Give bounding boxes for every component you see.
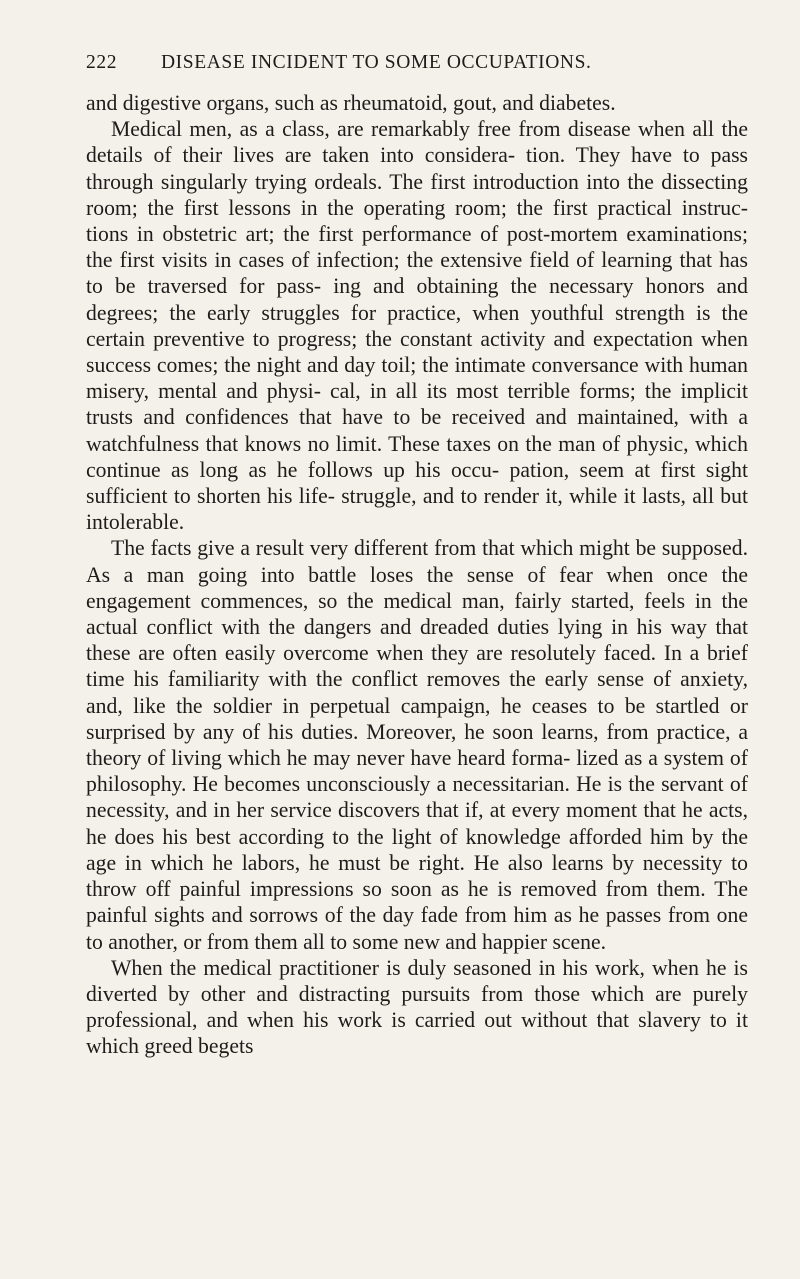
running-title: DISEASE INCIDENT TO SOME OCCUPATIONS. [161, 52, 592, 73]
paragraph-practitioner: When the medical practitioner is duly seasoned in his work, when he is diverted by other and distracting pursuits from those which are purely professional, and when his work is carried out without that slavery to it which greed begets [86, 955, 748, 1059]
body-text [86, 90, 748, 1060]
paragraph-medical-men: Medical men, as a class, are remarkably free from disease when all the details of their lives are taken into considera- tion. They have to pass through singularly trying ordeals. The first introduction into the dissecting room; the first lessons in the operating room; the first practical instruc- tions in obstetric art; the first performance of post-mortem examinations; the first visits in cases of infection; the extensive field of learning that has to be traversed for pass- ing and obtaining the necessary honors and degrees; the early struggles for practice, when youthful strength is the certain preventive to progress; the constant activity and expectation when success comes; the night and day toil; the intimate conversance with human misery, mental and physi- cal, in all its most terrible forms; the implicit trusts and confidences that have to be received and maintained, with a watchfulness that knows no limit. These taxes on the man of physic, which continue as long as he follows up his occu- pation, seem at first sight sufficient to shorten his life- struggle, and to render it, while it lasts, all but intolerable. [86, 117, 748, 535]
paragraph-facts: The facts give a result very different from that which might be supposed. As a man going into battle loses the sense of fear when once the engagement commences, so the medical man, fairly started, feels in the actual conflict with the dangers and dreaded duties lying in his way that these are often easily overcome when they are resolutely faced. In a brief time his familiarity with the conflict removes the early sense of anxiety, and, like the soldier in perpetual campaign, he ceases to be startled or surprised by any of his duties. Moreover, he soon learns, from practice, a theory of living which he may never have heard forma- lized as a system of philosophy. He becomes unconsciously a necessitarian. He is the servant of necessity, and in her service discovers that if, at every moment that he acts, he does his best according to the light of knowledge afforded him by the age in which he labors, he must be right. He also learns by necessity to throw off painful impressions so soon as he is removed from them. The painful sights and sorrows of the day fade from him as he passes from one to another, or from them all to some new and happier scene. [86, 536, 748, 954]
running-header [86, 52, 748, 74]
page-number: 222 [86, 52, 118, 73]
paragraph-continuation: and digestive organs, such as rheumatoid, gout, and diabetes. [86, 91, 616, 115]
